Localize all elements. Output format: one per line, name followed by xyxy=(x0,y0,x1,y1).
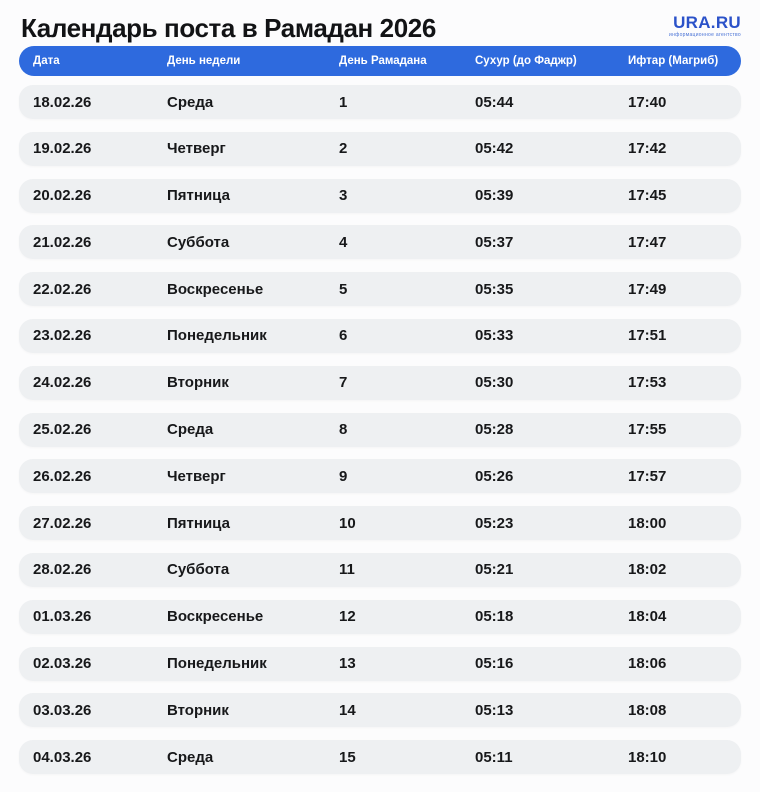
page-title: Календарь поста в Рамадан 2026 xyxy=(21,13,436,43)
table-row xyxy=(19,413,741,447)
cell-ramadan-day: 5 xyxy=(339,280,348,298)
cell-ramadan-day: 9 xyxy=(339,467,348,485)
cell-date: 19.02.26 xyxy=(33,140,92,158)
cell-suhur: 05:42 xyxy=(475,140,514,158)
cell-iftar: 18:04 xyxy=(628,608,667,626)
cell-iftar: 18:02 xyxy=(628,561,667,579)
cell-ramadan-day: 1 xyxy=(339,93,348,111)
cell-iftar: 18:06 xyxy=(628,655,667,673)
cell-weekday: Среда xyxy=(167,421,214,439)
cell-iftar: 17:47 xyxy=(628,233,667,251)
cell-date: 03.03.26 xyxy=(33,701,92,719)
cell-weekday: Суббота xyxy=(167,561,230,579)
table-row xyxy=(19,225,741,259)
column-header-weekday: День недели xyxy=(167,55,241,67)
cell-date: 25.02.26 xyxy=(33,421,92,439)
table-row xyxy=(19,506,741,540)
cell-iftar: 17:45 xyxy=(628,187,667,205)
cell-weekday: Вторник xyxy=(167,374,229,392)
table-row xyxy=(19,85,741,119)
column-header-suhur: Сухур (до Фаджр) xyxy=(475,55,577,67)
cell-iftar: 17:53 xyxy=(628,374,667,392)
cell-date: 21.02.26 xyxy=(33,233,92,251)
cell-suhur: 05:16 xyxy=(475,655,514,673)
cell-weekday: Суббота xyxy=(167,233,230,251)
cell-iftar: 17:51 xyxy=(628,327,667,345)
table-row xyxy=(19,693,741,727)
cell-weekday: Пятница xyxy=(167,514,230,532)
cell-date: 01.03.26 xyxy=(33,608,92,626)
table-row xyxy=(19,179,741,213)
cell-iftar: 17:55 xyxy=(628,421,667,439)
cell-suhur: 05:33 xyxy=(475,327,514,345)
table-row xyxy=(19,132,741,166)
table-row xyxy=(19,740,741,774)
cell-ramadan-day: 14 xyxy=(339,701,356,719)
cell-ramadan-day: 12 xyxy=(339,608,356,626)
column-header-iftar: Ифтар (Магриб) xyxy=(628,55,719,67)
cell-ramadan-day: 10 xyxy=(339,514,356,532)
cell-suhur: 05:37 xyxy=(475,233,514,251)
cell-date: 18.02.26 xyxy=(33,93,92,111)
cell-date: 04.03.26 xyxy=(33,748,92,766)
table-row xyxy=(19,647,741,681)
cell-date: 20.02.26 xyxy=(33,187,92,205)
cell-suhur: 05:21 xyxy=(475,561,514,579)
cell-iftar: 17:42 xyxy=(628,140,667,158)
table-row xyxy=(19,319,741,353)
cell-weekday: Пятница xyxy=(167,187,230,205)
cell-ramadan-day: 15 xyxy=(339,748,356,766)
cell-suhur: 05:28 xyxy=(475,421,514,439)
cell-ramadan-day: 4 xyxy=(339,233,348,251)
cell-iftar: 18:00 xyxy=(628,514,667,532)
column-header-date: Дата xyxy=(33,55,60,67)
cell-date: 28.02.26 xyxy=(33,561,92,579)
logo-tagline: информационное агентство xyxy=(669,32,741,38)
cell-suhur: 05:39 xyxy=(475,187,514,205)
cell-date: 24.02.26 xyxy=(33,374,92,392)
cell-weekday: Четверг xyxy=(167,140,226,158)
cell-ramadan-day: 2 xyxy=(339,140,348,158)
cell-weekday: Воскресенье xyxy=(167,608,264,626)
cell-ramadan-day: 3 xyxy=(339,187,348,205)
cell-iftar: 17:49 xyxy=(628,280,667,298)
topbar xyxy=(19,12,741,46)
cell-iftar: 17:57 xyxy=(628,467,667,485)
cell-weekday: Четверг xyxy=(167,467,226,485)
cell-iftar: 18:10 xyxy=(628,748,667,766)
cell-weekday: Среда xyxy=(167,93,214,111)
cell-weekday: Воскресенье xyxy=(167,280,264,298)
ura-ru-logo xyxy=(669,12,741,38)
cell-ramadan-day: 13 xyxy=(339,655,356,673)
cell-ramadan-day: 7 xyxy=(339,374,348,392)
cell-suhur: 05:26 xyxy=(475,467,514,485)
table-row xyxy=(19,272,741,306)
table-row xyxy=(19,553,741,587)
table-body xyxy=(19,85,741,774)
cell-date: 02.03.26 xyxy=(33,655,92,673)
cell-suhur: 05:18 xyxy=(475,608,514,626)
table-header-row xyxy=(19,46,741,76)
logo-text: URA.RU xyxy=(673,13,741,32)
table-row xyxy=(19,600,741,634)
cell-date: 27.02.26 xyxy=(33,514,92,532)
cell-weekday: Вторник xyxy=(167,701,229,719)
cell-suhur: 05:23 xyxy=(475,514,514,532)
cell-date: 23.02.26 xyxy=(33,327,92,345)
cell-weekday: Среда xyxy=(167,748,214,766)
cell-iftar: 17:40 xyxy=(628,93,667,111)
cell-weekday: Понедельник xyxy=(167,327,267,345)
table-row xyxy=(19,459,741,493)
cell-suhur: 05:35 xyxy=(475,280,514,298)
cell-suhur: 05:11 xyxy=(475,748,513,766)
cell-date: 22.02.26 xyxy=(33,280,92,298)
cell-ramadan-day: 6 xyxy=(339,327,348,345)
cell-suhur: 05:30 xyxy=(475,374,514,392)
cell-ramadan-day: 11 xyxy=(339,561,355,579)
cell-date: 26.02.26 xyxy=(33,467,92,485)
table-row xyxy=(19,366,741,400)
cell-suhur: 05:13 xyxy=(475,701,514,719)
cell-suhur: 05:44 xyxy=(475,93,514,111)
cell-ramadan-day: 8 xyxy=(339,421,348,439)
cell-weekday: Понедельник xyxy=(167,655,267,673)
column-header-ramadan-day: День Рамадана xyxy=(339,55,427,67)
cell-iftar: 18:08 xyxy=(628,701,667,719)
